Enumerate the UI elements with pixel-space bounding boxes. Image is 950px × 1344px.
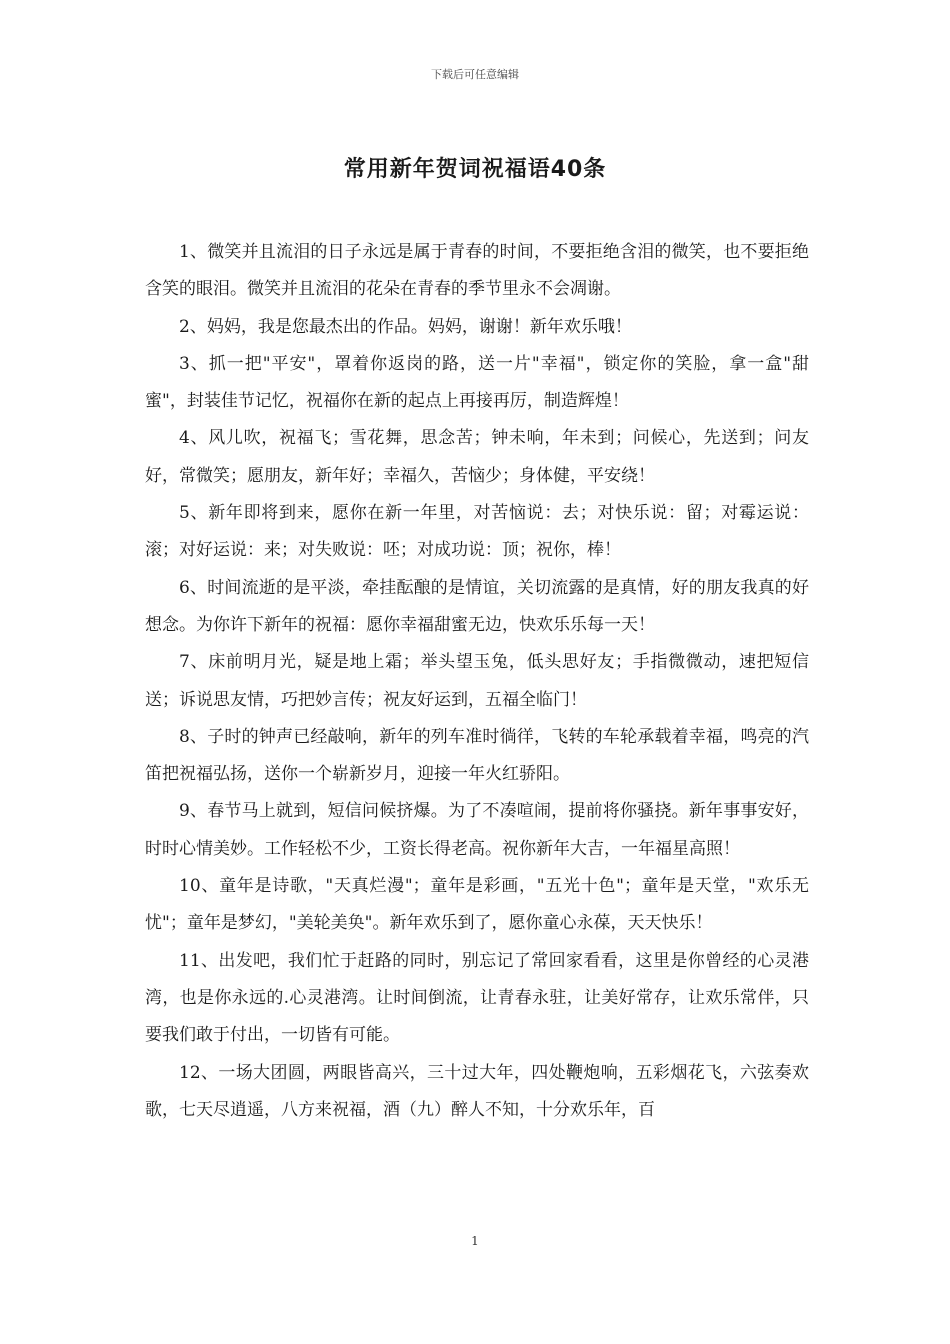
page-header-note: 下载后可任意编辑	[431, 68, 519, 81]
page-number: 1	[471, 1234, 479, 1248]
document-title: 常用新年贺词祝福语40条	[343, 157, 607, 182]
paragraph-9: 9、春节马上就到，短信问候挤爆。为了不凑喧闹，提前将你骚挠。新年事事安好，时时心情美妙。工作轻松不少，工资长得老高。祝你新年大吉，一年福星高照！	[145, 801, 809, 859]
paragraph-6: 6、时间流逝的是平淡，牵挂酝酿的是情谊，关切流露的是真情，好的朋友我真的好想念。为你许下新年的祝福：愿你幸福甜蜜无边，快欢乐乐每一天！	[145, 577, 809, 635]
paragraph-4: 4、风儿吹，祝福飞；雪花舞，思念苦；钟未响，年未到；问候心，先送到；问友好，常微笑；愿朋友，新年好；幸福久，苦恼少；身体健，平安绕！	[145, 428, 809, 486]
paragraph-10: 10、童年是诗歌，"天真烂漫"；童年是彩画，"五光十色"；童年是天堂，"欢乐无忧"；童年是梦幻，"美轮美奂"。新年欢乐到了，愿你童心永葆，天天快乐！	[145, 876, 809, 934]
paragraph-3: 3、抓一把"平安"，罩着你返岗的路，送一片"幸福"，锁定你的笑脸，拿一盒"甜蜜"，封装佳节记忆，祝福你在新的起点上再接再厉，制造辉煌！	[145, 353, 809, 412]
paragraph-5: 5、新年即将到来，愿你在新一年里，对苦恼说：去；对快乐说：留；对霉运说：滚；对好运说：来；对失败说：呸；对成功说：顶；祝你，棒！	[145, 503, 809, 561]
document-body	[145, 234, 809, 1129]
paragraph-1: 1、微笑并且流泪的日子永远是属于青春的时间，不要拒绝含泪的微笑，也不要拒绝含笑的眼泪。微笑并且流泪的花朵在青春的季节里永不会凋谢。	[145, 242, 809, 300]
paragraph-2: 2、妈妈，我是您最杰出的作品。妈妈，谢谢！新年欢乐哦！	[179, 316, 632, 337]
paragraph-7: 7、床前明月光，疑是地上霜；举头望玉兔，低头思好友；手指微微动，速把短信送；诉说思友情，巧把妙言传；祝友好运到，五福全临门！	[145, 652, 809, 710]
paragraph-12: 12、一场大团圆，两眼皆高兴，三十过大年，四处鞭炮响，五彩烟花飞，六弦奏欢歌，七天尽逍遥，八方来祝福，酒（九）醉人不知，十分欢乐年，百	[145, 1062, 809, 1120]
paragraph-8: 8、子时的钟声已经敲响，新年的列车准时徜徉，飞转的车轮承载着幸福，鸣亮的汽笛把祝福弘扬，送你一个崭新岁月，迎接一年火红骄阳。	[145, 726, 809, 785]
paragraph-11: 11、出发吧，我们忙于赶路的同时，别忘记了常回家看看，这里是你曾经的心灵港湾，也是你永远的.心灵港湾。让时间倒流，让青春永驻，让美好常存，让欢乐常伴，只要我们敢于付出，一切皆有可能。	[145, 950, 809, 1046]
